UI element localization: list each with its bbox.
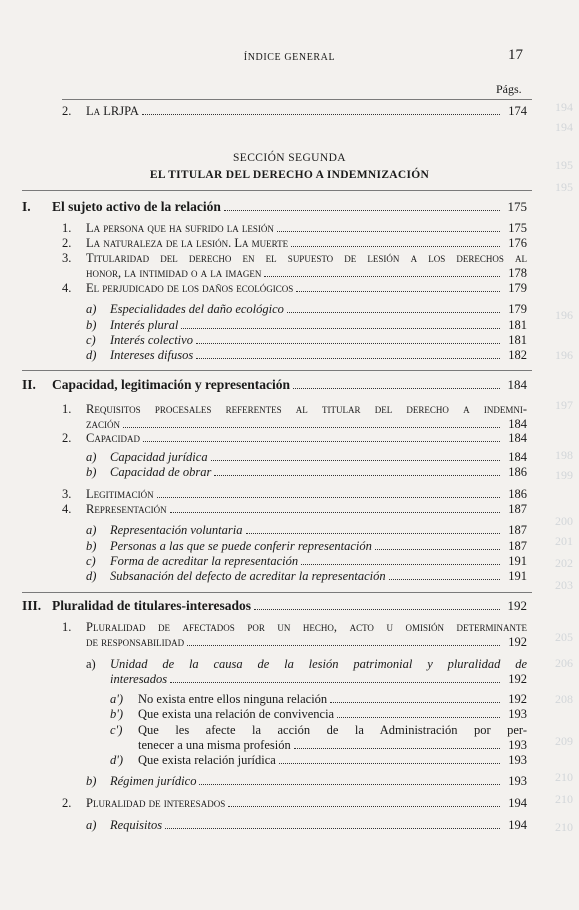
toc-entry: 2. La LRJPA 174: [62, 104, 527, 118]
toc-entry: 4. Representación 187: [62, 502, 527, 516]
toc-part-entry: III. Pluralidad de titulares-interesados 192: [22, 598, 527, 613]
bleed-through-number: 201: [555, 534, 573, 548]
bleed-through-number: 197: [555, 398, 573, 412]
page-number: 17: [508, 47, 523, 63]
toc-subentry: c) Interés colectivo 181: [86, 333, 527, 347]
section-rule: [22, 592, 532, 593]
toc-entry: 4. El perjudicado de los daños ecológicos 179: [62, 281, 527, 295]
bleed-through-number: 206: [555, 656, 573, 670]
toc-subsubentry-wrapped: Que les afecte la acción de la Administración por per- tenecer a una misma profesión 193: [138, 723, 527, 752]
toc-subentry: b) Régimen jurídico 193: [86, 774, 527, 788]
bleed-through-number: 195: [555, 180, 573, 194]
bleed-through-number: 208: [555, 692, 573, 706]
bleed-through-number: 200: [555, 514, 573, 528]
bleed-through-number: 203: [555, 578, 573, 592]
toc-subentry-wrapped: Unidad de la causa de la lesión patrimonial y pluralidad de interesados 192: [110, 657, 527, 686]
toc-entry-wrapped: Pluralidad de afectados por un hecho, acto u omisión determinante de responsabilidad 192: [86, 620, 527, 649]
toc-subentry: a) Requisitos 194: [86, 818, 527, 832]
header-rule: [62, 99, 532, 100]
bleed-through-number: 196: [555, 348, 573, 362]
toc-subentry: b) Personas a las que se puede conferir representación 187: [86, 539, 527, 553]
bleed-through-number: 198: [555, 448, 573, 462]
section-label: SECCIÓN SEGUNDA: [232, 152, 347, 164]
toc-subentry: d) Intereses difusos 182: [86, 348, 527, 362]
bleed-through-number: 194: [555, 100, 573, 114]
toc-entry-wrapped: Requisitos procesales referentes al titular del derecho a indemni- zación 184: [86, 402, 527, 431]
pages-column-label: Págs.: [496, 82, 522, 96]
bleed-through-number: 209: [555, 734, 573, 748]
bleed-through-number: 194: [555, 120, 573, 134]
toc-subentry: a) Especialidades del daño ecológico 179: [86, 302, 527, 316]
bleed-through-number: 205: [555, 630, 573, 644]
toc-subentry: b) Capacidad de obrar 186: [86, 465, 527, 479]
bleed-through-number: 210: [555, 770, 573, 784]
toc-entry: 2. Pluralidad de interesados 194: [62, 796, 527, 810]
toc-entry: 2. La naturaleza de la lesión. La muerte 176: [62, 236, 527, 250]
section-rule: [22, 190, 532, 191]
running-head: ÍNDICE GENERAL: [243, 52, 336, 63]
section-rule: [22, 370, 532, 371]
bleed-through-number: 195: [555, 158, 573, 172]
toc-part-entry: II. Capacidad, legitimación y representación 184: [22, 377, 527, 392]
toc-subentry: b) Interés plural 181: [86, 318, 527, 332]
toc-entry: 2. Capacidad 184: [62, 431, 527, 445]
toc-subsubentry: d') Que exista relación jurídica 193: [110, 753, 527, 767]
toc-subentry: a) Capacidad jurídica 184: [86, 450, 527, 464]
toc-entry-number: 3.: [62, 251, 72, 265]
section-title: EL TITULAR DEL DERECHO A INDEMNIZACIÓN: [149, 169, 430, 181]
toc-entry-number: c'): [110, 723, 123, 737]
toc-entry-wrapped: Titularidad del derecho en el supuesto de lesión a los derechos al honor, la intimidad o a la imagen 178: [86, 251, 527, 280]
toc-subsubentry: a') No exista entre ellos ninguna relación 192: [110, 692, 527, 706]
bleed-through-number: 199: [555, 468, 573, 482]
bleed-through-number: 202: [555, 556, 573, 570]
toc-entry-number: a): [86, 657, 96, 671]
toc-entry: 1. La persona que ha sufrido la lesión 175: [62, 221, 527, 235]
bleed-through-number: 210: [555, 820, 573, 834]
toc-entry-number: 1.: [62, 620, 72, 634]
bleed-through-number: 210: [555, 792, 573, 806]
toc-subentry: d) Subsanación del defecto de acreditar la representación 191: [86, 569, 527, 583]
toc-subentry: a) Representación voluntaria 187: [86, 523, 527, 537]
toc-part-entry: I. El sujeto activo de la relación 175: [22, 199, 527, 214]
bleed-through-number: 196: [555, 308, 573, 322]
toc-subsubentry: b') Que exista una relación de convivencia 193: [110, 707, 527, 721]
toc-entry-number: 1.: [62, 402, 72, 416]
toc-entry: 3. Legitimación 186: [62, 487, 527, 501]
toc-subentry: c) Forma de acreditar la representación 191: [86, 554, 527, 568]
